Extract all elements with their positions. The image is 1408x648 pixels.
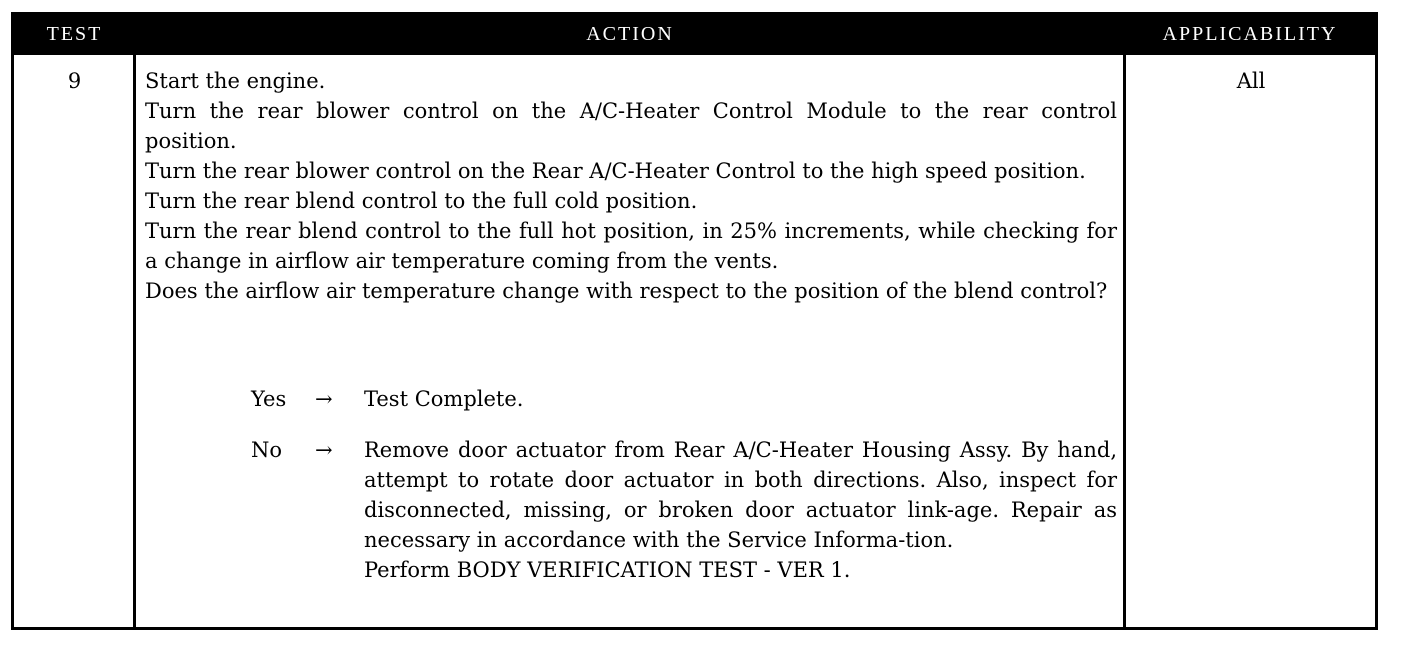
action-step: Turn the rear blower control on the A/C-Heater Control Module to the rear control position.	[145, 99, 1117, 153]
arrow-right-icon: →	[315, 387, 333, 411]
result-no-text-block	[364, 435, 1117, 585]
result-no-label: No	[251, 438, 283, 462]
action-steps	[145, 66, 1117, 306]
column-divider-2	[1123, 55, 1126, 627]
action-step: Start the engine.	[145, 69, 326, 93]
header-applicability: APPLICABILITY	[1162, 23, 1338, 45]
header-action: ACTION	[586, 23, 674, 45]
arrow-right-icon: →	[315, 438, 333, 462]
table-header	[14, 15, 1375, 55]
result-yes-label: Yes	[251, 387, 287, 411]
action-step: Turn the rear blend control to the full cold position.	[145, 189, 698, 213]
result-no-text: Remove door actuator from Rear A/C-Heater Housing Assy. By hand, attempt to rotate door actuator in both directions. Also, inspect for disconnected, missing, or broken door actuator link-age. Repair as necessary in accordance with the Service Informa-tion.	[364, 438, 1117, 552]
result-no-verification: Perform BODY VERIFICATION TEST - VER 1.	[364, 558, 851, 582]
action-step: Does the airflow air temperature change with respect to the position of the blend control?	[145, 279, 1108, 303]
action-step: Turn the rear blend control to the full hot position, in 25% increments, while checking for a change in airflow air temperature coming from the vents.	[145, 219, 1117, 273]
result-yes-text: Test Complete.	[364, 387, 524, 411]
header-test: TEST	[46, 23, 103, 45]
applicability-value: All	[1236, 69, 1266, 93]
test-number: 9	[67, 69, 82, 93]
column-divider-1	[133, 55, 136, 627]
action-step: Turn the rear blower control on the Rear A/C-Heater Control to the high speed position.	[145, 159, 1086, 183]
diagnostic-test-table	[11, 12, 1378, 630]
